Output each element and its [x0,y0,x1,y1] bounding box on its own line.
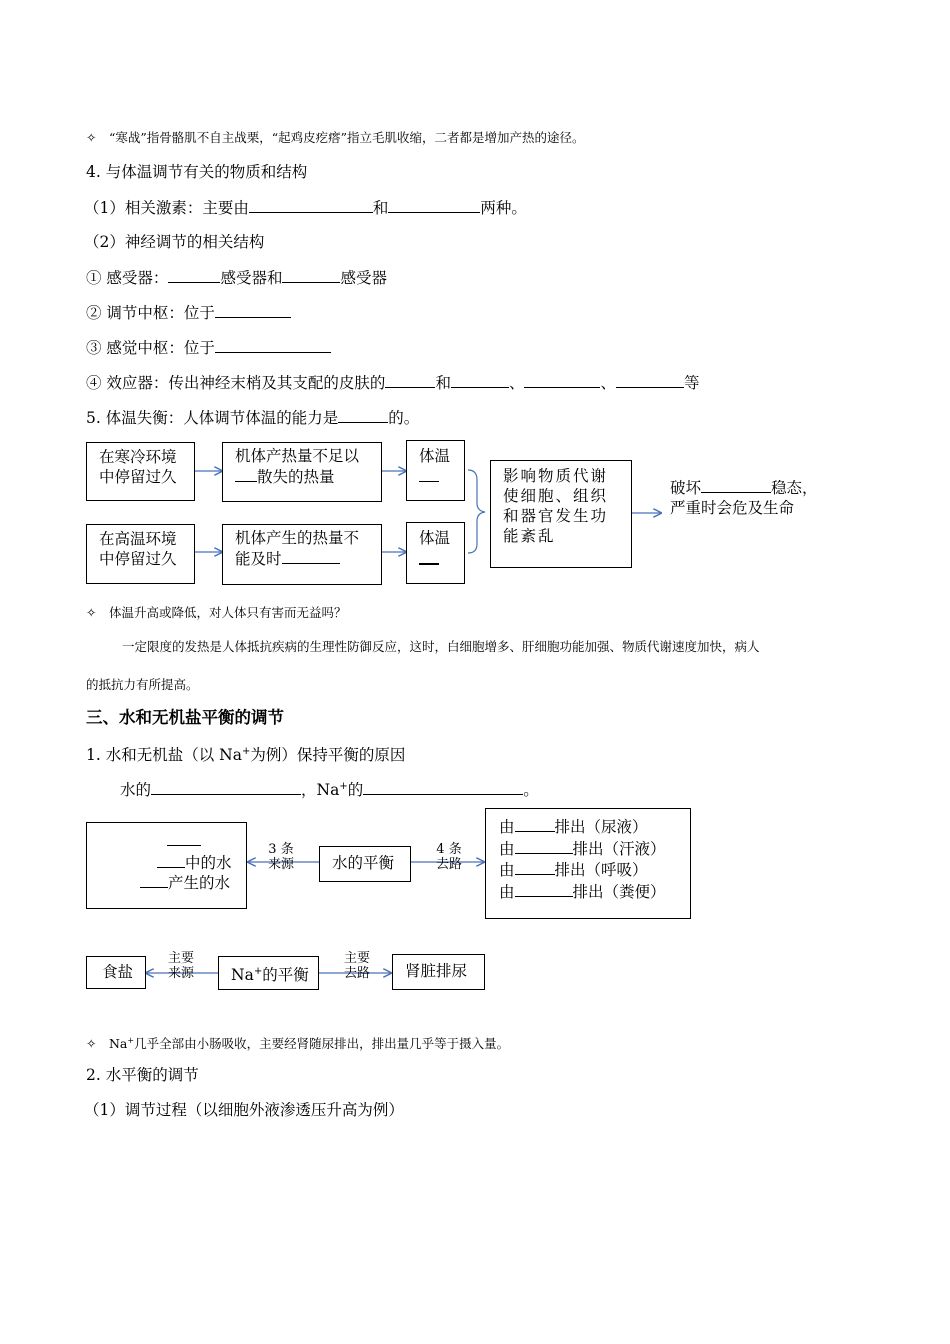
regulation-process-title: （1）调节过程（以细胞外液渗透压升高为例） [84,1101,404,1119]
center-text: ② 调节中枢：位于 [86,304,215,322]
nerve-structure-title: （2）神经调节的相关结构 [84,233,265,251]
box-water-sources [86,822,247,909]
blank-out-3 [515,859,555,875]
effector-text-d: 、 [600,374,616,392]
source-text-3: 产生的水 [168,874,231,892]
blank-out-1 [515,816,555,832]
na-center-a: Na [231,966,254,985]
water-out-label-a: 4 条 [436,842,462,857]
temp2-text: 体温 [419,529,451,547]
effector-text-a: ④ 效应器：传出神经末梢及其支配的皮肤的 [86,374,386,392]
water-text-a: 水的 [120,781,152,800]
brace-connector [468,470,485,553]
out-by-4: 由 [499,882,515,901]
box-na-balance [218,956,319,990]
water-out-label-b: 去路 [435,857,462,872]
effector-text-e: 等 [683,374,700,392]
blank-na [363,779,523,795]
effector-text-c: 、 [508,374,525,392]
blank-source-3 [140,872,168,888]
blank-temp1 [419,466,439,482]
heat-short-text-b: 散失的热量 [257,468,335,486]
blank-result [701,477,771,493]
section-3-heading: 三、水和无机盐平衡的调节 [86,708,284,727]
blank-out-4 [515,881,573,897]
note3-text-a: ✧ Na [86,1036,128,1052]
result-text [670,477,818,518]
box-effect [490,460,632,568]
box-cold-env [86,442,195,501]
water-text-c: 的 [347,781,364,800]
heat-not-text-b: 能及时 [235,550,282,568]
box-water-balance [319,846,411,882]
blank-out-2 [515,838,573,854]
out-text-4: 排出（粪便） [572,882,666,901]
na-center-sup: + [253,966,263,977]
box-heat-not [222,524,382,585]
blank-source-2 [157,852,185,868]
blank-water [151,779,301,795]
salt-text: 食盐 [102,963,134,981]
result-text-c: 严重时会危及生命 [670,499,795,517]
box-heat-short [222,442,382,502]
receptor-text-a: ① 感受器： [86,269,169,287]
receptor-text-b: 感受器和 [220,269,283,287]
result-text-a: 破坏 [670,479,702,497]
blank-source-1 [167,830,201,846]
hormone-text-b: 和 [372,199,389,217]
balance-title-sup: + [241,746,251,757]
water-na-line [120,777,539,800]
box-salt [86,956,146,989]
effect-text: 影响物质代谢使细胞、组织和器官发生功能紊乱 [503,467,609,545]
note3-text-b: 几乎全部由小肠吸收，主要经肾随尿排出，排出量几乎等于摄入量。 [134,1036,510,1052]
label-na-out [334,951,380,981]
box-hot-env [86,524,195,584]
heat-short-text-a: 机体产热量不足以 [235,447,360,465]
sensory-text: ③ 感觉中枢：位于 [86,339,215,357]
note-shivering: ✧ “寒战”指骨骼肌不自主战栗，“起鸡皮疙瘩”指立毛肌收缩，二者都是增加产热的途径。 [86,130,585,145]
cold-env-text: 在寒冷环境中停留过久 [99,448,177,486]
out-text-1: 排出（尿液） [554,818,648,836]
out-by-1: 由 [499,818,515,836]
source-text-2: 中的水 [185,854,232,872]
section-4-title: 4. 与体温调节有关的物质和结构 [86,163,308,181]
receptor-text-c: 感受器 [340,269,387,287]
kidney-text: 肾脏排尿 [405,962,468,980]
balance-title-a: 1. 水和无机盐（以 Na [86,746,242,765]
result-text-b: 稳态， [771,479,818,497]
water-balance-text: 水的平衡 [332,854,395,872]
hot-env-text: 在高温环境中停留过久 [99,530,177,568]
effector-text-b: 和 [435,374,451,392]
note-fever-body-2: 的抵抗力有所提高。 [86,677,199,692]
note3-sup: + [127,1036,135,1045]
water-source-label-b: 来源 [267,857,294,872]
label-na-source [158,951,204,981]
out-text-3: 排出（呼吸） [554,861,648,879]
label-water-source [258,842,304,872]
na-out-label-a: 主要 [343,951,370,966]
out-text-2: 排出（汗液） [572,839,666,858]
box-temp-2 [406,522,465,584]
water-text-b: ，Na [301,781,340,800]
hormone-text-c: 两种。 [480,199,527,217]
na-out-label-b: 去路 [343,966,370,981]
water-text-d: 。 [523,781,539,800]
note-fever-question: ✧ 体温升高或降低，对人体只有害而无益吗？ [86,605,347,620]
imbalance-text-a: 5. 体温失衡：人体调节体温的能力是 [86,409,339,427]
imbalance-text-b: 的。 [388,409,420,427]
water-source-label-a: 3 条 [268,842,294,857]
na-source-label-b: 来源 [167,966,194,981]
note-na-absorption [86,1031,509,1054]
hormone-text-a: （1）相关激素：主要由 [84,199,249,217]
note-fever-body-1: 一定限度的发热是人体抵抗疾病的生理性防御反应，这时，白细胞增多、肝细胞功能加强、物质代谢速度加快，病人 [122,639,760,654]
box-water-outputs [485,808,691,919]
blank-temp2 [419,548,439,565]
out-by-3: 由 [499,861,515,879]
box-kidney [392,954,485,990]
box-temp-1 [406,440,465,501]
out-by-2: 由 [499,839,515,858]
blank-heat-not [282,548,340,564]
balance-reason-title [86,742,405,765]
na-source-label-a: 主要 [167,951,194,966]
heat-not-text-a: 机体产生的热量不 [235,529,360,547]
na-center-b: 的平衡 [262,966,309,985]
water-sup: + [339,781,348,792]
blank-heat-short [235,466,257,482]
label-water-out [426,842,472,872]
water-regulation-title: 2. 水平衡的调节 [86,1066,199,1084]
temp1-text: 体温 [419,447,451,465]
balance-title-b: 为例）保持平衡的原因 [250,746,406,765]
